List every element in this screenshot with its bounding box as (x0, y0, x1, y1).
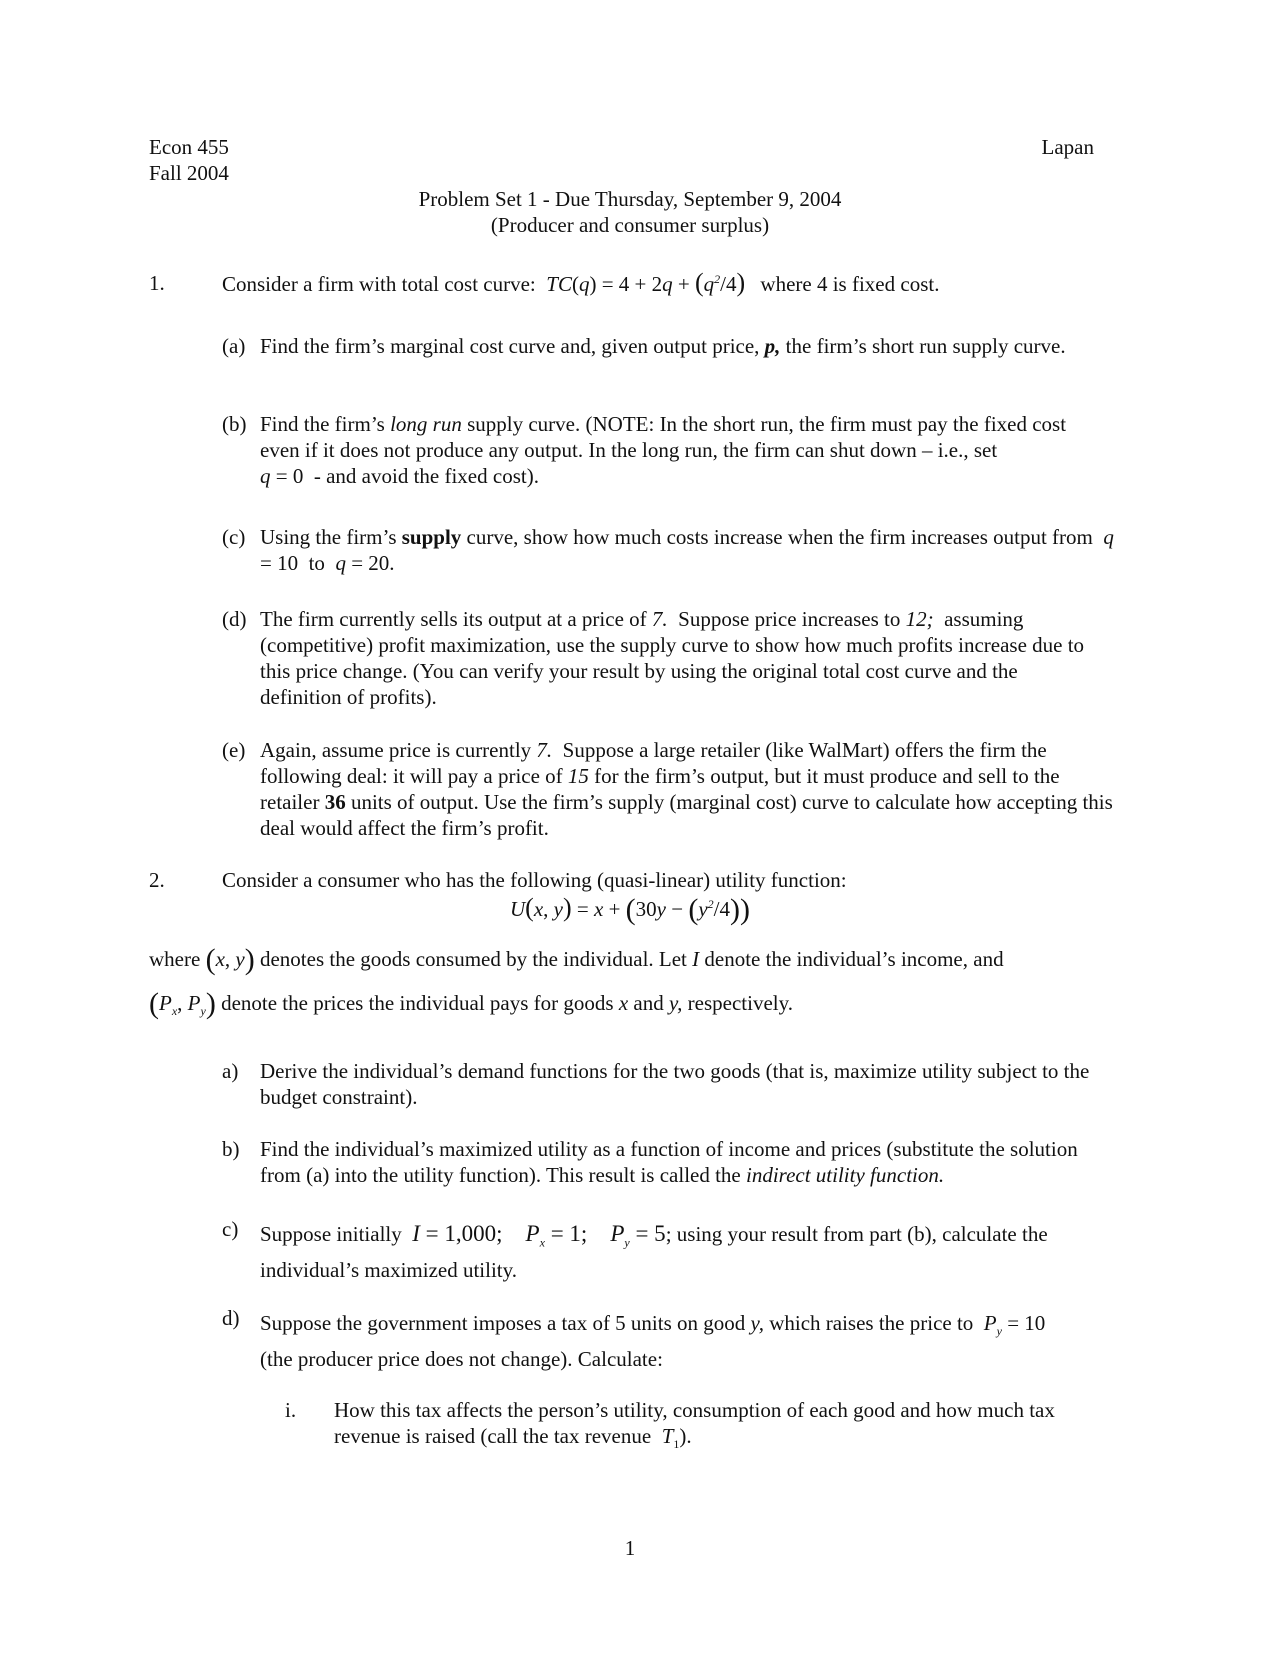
q2b-text (260, 1136, 1120, 1188)
q1d-price-2: 12; (905, 607, 934, 631)
q1c-text-2: curve, show how much costs increase when the firm increases output from (466, 525, 1093, 549)
q1a-text (260, 333, 1090, 359)
q2di-text-1: How this tax affects the person’s utility, consumption of each good and how much tax revenue is raised (call the tax revenue (334, 1398, 1055, 1448)
course-name: Econ 455 (149, 135, 229, 159)
q1b-emphasis: long run (390, 412, 462, 436)
utility-function-formula: U(x, $y) = x + (30y - (y^2/4))$ (509, 893, 751, 926)
q1e-text-4: units of output. Use the firm’s supply (marginal cost) curve to calculate how accepting this deal would affect the firm’s profit. (260, 790, 1113, 840)
q2c-text-2: ; using your result from part (b), calculate the individual’s maximized utility. (260, 1222, 1048, 1282)
question-2-intro: Consider a consumer who has the following (quasi-linear) utility function: (222, 868, 847, 892)
page-number: 1 (624, 1536, 636, 1560)
question-1-intro (222, 270, 1122, 297)
q1b-text (260, 411, 1110, 489)
q1d-text-1: The firm currently sells its output at a price of (260, 607, 647, 631)
q2-prices-text: denote the prices the individual pays for goods (221, 991, 614, 1015)
q2b-emphasis: indirect utility function. (746, 1163, 945, 1187)
total-cost-formula: $TC(q) = 4 + 2q + (q^2/4)$ (541, 268, 746, 297)
q1-intro-tail: where 4 is fixed cost. (760, 272, 940, 296)
q1e-text-2: Suppose a large retailer (like WalMart) offers the firm the following deal: it will pay a price of (260, 738, 1047, 788)
q1d-text-3: assuming (competitive) profit maximization, use the supply curve to show how much profits increase due to this price change. (You can verify your result by using the original total cost curve and the definition of profits). (260, 607, 1085, 709)
price-variable-p: p, (764, 334, 781, 358)
q1e-price-2: 15 (567, 764, 589, 788)
q1b-label: (b) (222, 412, 247, 436)
q1a-text-1: Find the firm’s marginal cost curve and, given output price, (260, 334, 760, 358)
q2di-text (334, 1397, 1114, 1452)
tax-revenue-variable: $T_1$ (661, 1424, 680, 1452)
q2c-text (260, 1216, 1130, 1288)
page-subtitle: (Producer and consumer surplus) (490, 213, 770, 237)
question-2-number: 2. (149, 868, 165, 892)
q1c-label: (c) (222, 525, 246, 549)
q1e-units: 36 (324, 790, 346, 814)
q1a-text-2: the firm’s short run supply curve. (785, 334, 1066, 358)
q2a-text: Derive the individual’s demand functions for the two goods (that is, maximize utility subject to the budget constraint). (260, 1059, 1090, 1109)
q2-where: where (149, 947, 201, 971)
q2-respectively: respectively. (687, 991, 793, 1015)
q-ten-formula: q = 10 (260, 525, 1114, 575)
q1d-text-2: Suppose price increases to (678, 607, 901, 631)
q1d-text (260, 606, 1100, 710)
question-1-number: 1. (149, 271, 165, 295)
q2-where-mid: denotes the goods consumed by the individual. Let (259, 947, 687, 971)
instructor: Lapan (1041, 135, 1094, 159)
q1c-strong: supply (401, 525, 462, 549)
page-title: Problem Set 1 - Due Thursday, September 9, 2004 (418, 187, 842, 211)
goods-pair-formula: (x, y) (205, 943, 255, 976)
q1e-text (260, 737, 1120, 841)
q1d-price-1: 7. (651, 607, 668, 631)
q1d-label: (d) (222, 607, 247, 631)
prices-pair-formula: ($P_x$, $P_y$) (149, 987, 216, 1020)
q1b-text-2: supply curve. (NOTE: In the short run, the firm must pay the fixed cost even if it does not produce any output. In the long run, the firm can shut down – i.e., set (260, 412, 1067, 462)
q2d-text-1: Suppose the government imposes a tax of 5 units on good (260, 1311, 746, 1335)
q2b-text-1: Find the individual’s maximized utility as a function of income and prices (substitute the solution from (a) into the utility function). This result is called the (260, 1137, 1078, 1187)
initial-values-formula: I = 1,000; $P_x = 1$; $P_y = 5$ (412, 1221, 666, 1250)
q2d-text-2: which raises the price to (769, 1311, 974, 1335)
q1a-label: (a) (222, 334, 246, 358)
q2-and: and (633, 991, 664, 1015)
q1b-text-1: Find the firm’s (260, 412, 385, 436)
q-twenty-formula: q = 20. (335, 551, 395, 575)
q2d-label: d) (222, 1306, 240, 1330)
good-y-variable: y, (668, 991, 683, 1015)
q1e-price-1: 7. (536, 738, 553, 762)
q1e-label: (e) (222, 738, 246, 762)
q1-intro-text: Consider a firm with total cost curve: (222, 272, 536, 296)
q1c-text (260, 524, 1130, 576)
q2d-good-y: y, (750, 1311, 764, 1335)
q2di-text-end: ). (679, 1424, 692, 1448)
q2-where-after: denote the individual’s income, and (704, 947, 1004, 971)
q2c-text-1: Suppose initially (260, 1222, 402, 1246)
q2d-text-3: (the producer price does not change). Calculate: (260, 1347, 663, 1371)
q1c-to: to (308, 551, 325, 575)
good-x-variable: x (618, 991, 629, 1015)
q2a-label: a) (222, 1059, 239, 1083)
q-zero-formula: q = 0 (260, 464, 304, 488)
q2-where-line (149, 943, 1109, 976)
q1e-text-1: Again, assume price is currently (260, 738, 532, 762)
income-variable: I (692, 947, 700, 971)
q1c-text-1: Using the firm’s (260, 525, 397, 549)
term: Fall 2004 (149, 161, 229, 185)
q2d-text (260, 1305, 1130, 1377)
q2c-label: c) (222, 1217, 239, 1241)
q1b-text-3: - and avoid the fixed cost). (313, 464, 539, 488)
taxed-price-formula: $P_y = 10$ (983, 1311, 1046, 1339)
q1e-text-3: for the firm’s output, but it must produce and sell to the retailer (260, 764, 1060, 814)
q2b-label: b) (222, 1137, 240, 1161)
q2di-label: i. (285, 1398, 297, 1422)
q2-prices-line (149, 987, 1109, 1020)
